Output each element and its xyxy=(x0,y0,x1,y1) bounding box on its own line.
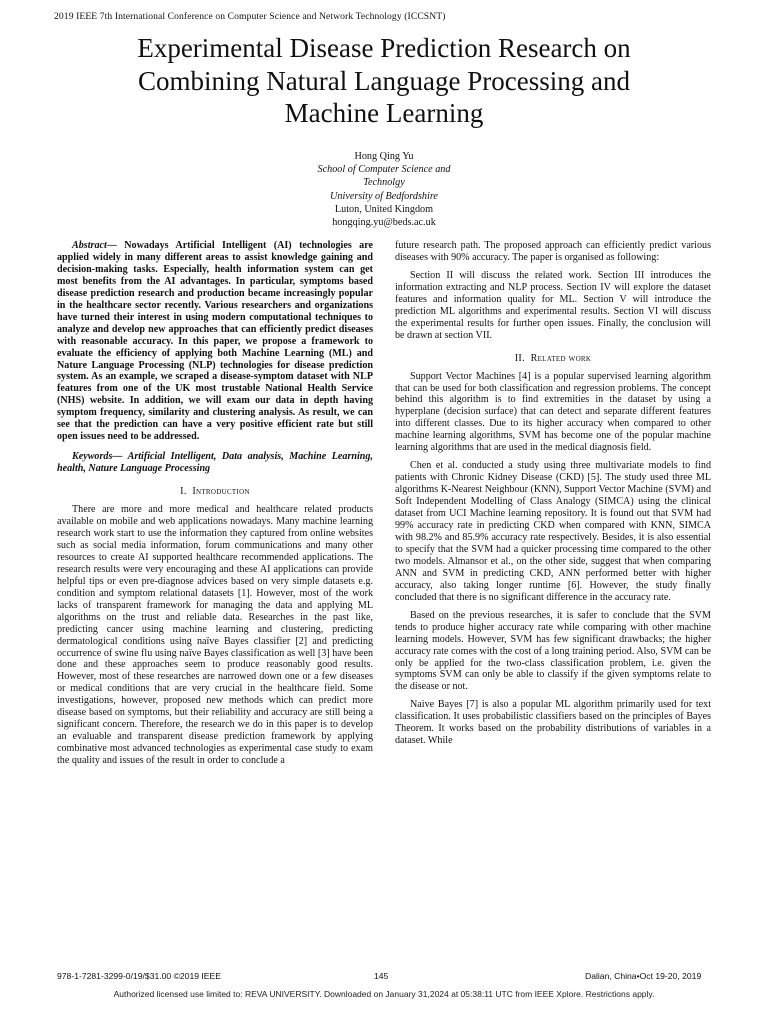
author-department-line-1: School of Computer Science and xyxy=(317,164,451,176)
section-1-number: I. xyxy=(180,486,187,498)
left-column xyxy=(57,240,373,767)
intro-paragraph-1: There are more and more medical and healthcare related products available on mobile and web applications nowadays. Many machine learning research work start to use the information they captured from online websites such as social media information, forum communications and many other resources to create AI supported healthcare recommended applications. The research results were very encouraging and these AI applications can provide helpful tips or even pre-diagnose advices based on very simple datasets e.g. condition and symptom relational datasets [1]. However, most of the work lacks of transparent framework for managing the data and applying ML algorithms on the trust and reliable data. Researches in the past like, predicting cancer using machine learning and clustering, predicting dermatological conditions using naïve Bayes classifier [2] and predicting occurrence of swine flu using naïve Bayes classification as well [3] have been done and these approaches seem to produce reasonably good results. However, most of these researches are narrowed down one or a few diseases or medical conditions that are very crucial in the healthcare field. Some investigations, however, proposed new methods which can predict more disease based on symptoms, but their reliability and accuracy are still being a significant concern. Therefore, the research we do in this paper is to develop an evaluable and transparent disease prediction framework by applying combinative most advanced technologies as experimental case study to exam the quality and issues of the result in order to conclude a xyxy=(57,504,373,767)
abstract xyxy=(57,240,373,443)
footer-page-number: 145 xyxy=(374,971,389,981)
intro-paragraph-2: Section II will discuss the related work. Section III introduces the information extracting and NLP process. Section IV will explore the dataset features and information quality for ML. Section V will introduce the prediction ML algorithms and experimental results. Section VI will discuss the experimental results for further open issues. Finally, the conclusion will be drawn at section VII. xyxy=(395,269,711,341)
section-2-number: II. xyxy=(514,352,525,364)
abstract-label: Abstract— xyxy=(72,240,117,251)
related-work-paragraph-2: Chen et al. conducted a study using three multivariate models to find patients with Chronic Kidney Disease (CKD) [5]. The study used three ML algorithms K-Nearest Neighbour (KNN), Support Vector Machine (SVM) and Soft Independent Modelling of Class Analogy (SIMCA) using the clinical dataset from UCI Machine learning repository. It is found out that SVM had 99% accuracy rate in predicting CKD when compared with KNN, SIMCA with 98.2% and 85.9% accuracy rate respectively. Besides, it is also essential to specify that the SVM had a quicker processing time compared to the other two models. Almansor et al., on the other side, suggest that when comparing ANN and SVM in predicting CKD, ANN performed better with higher accuracy, also taking longer runtime [6]. However, the study finally concluded that there is no significant difference in the accuracy rate. xyxy=(395,460,711,603)
title-line-2: Combining Natural Language Processing and xyxy=(138,65,630,96)
title-line-1: Experimental Disease Prediction Research on xyxy=(137,33,631,63)
author-name: Hong Qing Yu xyxy=(354,151,414,162)
footer-location-date: Dalian, China•Oct 19-20, 2019 xyxy=(585,971,702,981)
section-heading-related-work xyxy=(395,353,711,365)
conference-header: 2019 IEEE 7th International Conference on Computer Science and Network Technology (ICCSNT) xyxy=(54,11,446,22)
footer-isbn: 978-1-7281-3299-0/19/$31.00 ©2019 IEEE xyxy=(57,971,222,981)
author-university: University of Bedfordshire xyxy=(330,190,438,202)
author-location: Luton, United Kingdom xyxy=(334,203,434,215)
paper-title xyxy=(40,32,728,130)
author-block xyxy=(234,150,534,229)
intro-paragraph-1-continued: future research path. The proposed approach can efficiently predict various diseases with 90% accuracy. The paper is organised as following: xyxy=(395,240,711,263)
license-notice: Authorized licensed use limited to: REVA UNIVERSITY. Downloaded on January 31,2024 at 05:38:11 UTC from IEEE Xplore. Restrictions apply. xyxy=(113,989,655,999)
related-work-paragraph-1: Support Vector Machines [4] is a popular supervised learning algorithm that can be used for both classification and regression problems. The concept behind this algorithm is to find extremities in the dataset by using a hyperplane (decision surface) that can detect and separate different features into different classes. Due to its higher accuracy when compared to other machine learning algorithms, SVM has become one of the popular machine learning algorithms that are used in the medical diagnosis field. xyxy=(395,370,711,454)
section-heading-introduction xyxy=(57,486,373,498)
author-email: hongqing.yu@beds.ac.uk xyxy=(332,217,436,229)
keywords: Keywords— Artificial Intelligent, Data analysis, Machine Learning, health, Nature Language Processing xyxy=(57,451,373,475)
section-1-title: Introduction xyxy=(192,486,250,498)
related-work-paragraph-3: Based on the previous researches, it is safer to conclude that the SVM tends to produce higher accuracy rate while comparing with other machine learning models. However, SVM has few significant drawbacks; the higher accuracy rate comes with the cost of a long training period. Also, SVM can be only be applied for the two-class classification problem, i.e. given the symptoms SVM can only be able to classify if the given symptoms relate to the disease or not. xyxy=(395,609,711,693)
author-department-line-2: Technolgy xyxy=(363,177,405,189)
title-line-3: Machine Learning xyxy=(284,98,484,128)
right-column xyxy=(395,240,711,747)
related-work-paragraph-4: Naive Bayes [7] is also a popular ML algorithm primarily used for text classification. It uses probabilistic classifiers based on the principles of Bayes Theorem. It works based on the probability distributions of variables in a dataset. While xyxy=(395,699,711,747)
abstract-text: Nowadays Artificial Intelligent (AI) technologies are applied widely in many different areas to assist knowledge gaining and decision-making tasks. Especially, health information system can get most benefits from the AI advantages. In particular, symptoms based disease prediction research and production became increasingly popular in the healthcare sector recently. Various researchers and organizations have turned their interest in using modern computational techniques to analyze and develop new approaches that can efficiently predict diseases with reasonable accuracy. In this paper, we propose a framework to evaluate the efficiency of applying both Machine Learning (ML) and Nature Language Processing (NLP) technologies for disease prediction system. As an example, we scraped a disease-symptom dataset with NLP features from one of the UK most trustable National Health Service (NHS) website. In addition, we will exam our data in depth having symptom frequency, similarity and clustering analysis. As result, we can see that the prediction can have a very positive efficient rate but still open issues need to be addressed. xyxy=(57,240,373,443)
section-2-title: Related work xyxy=(530,352,592,364)
